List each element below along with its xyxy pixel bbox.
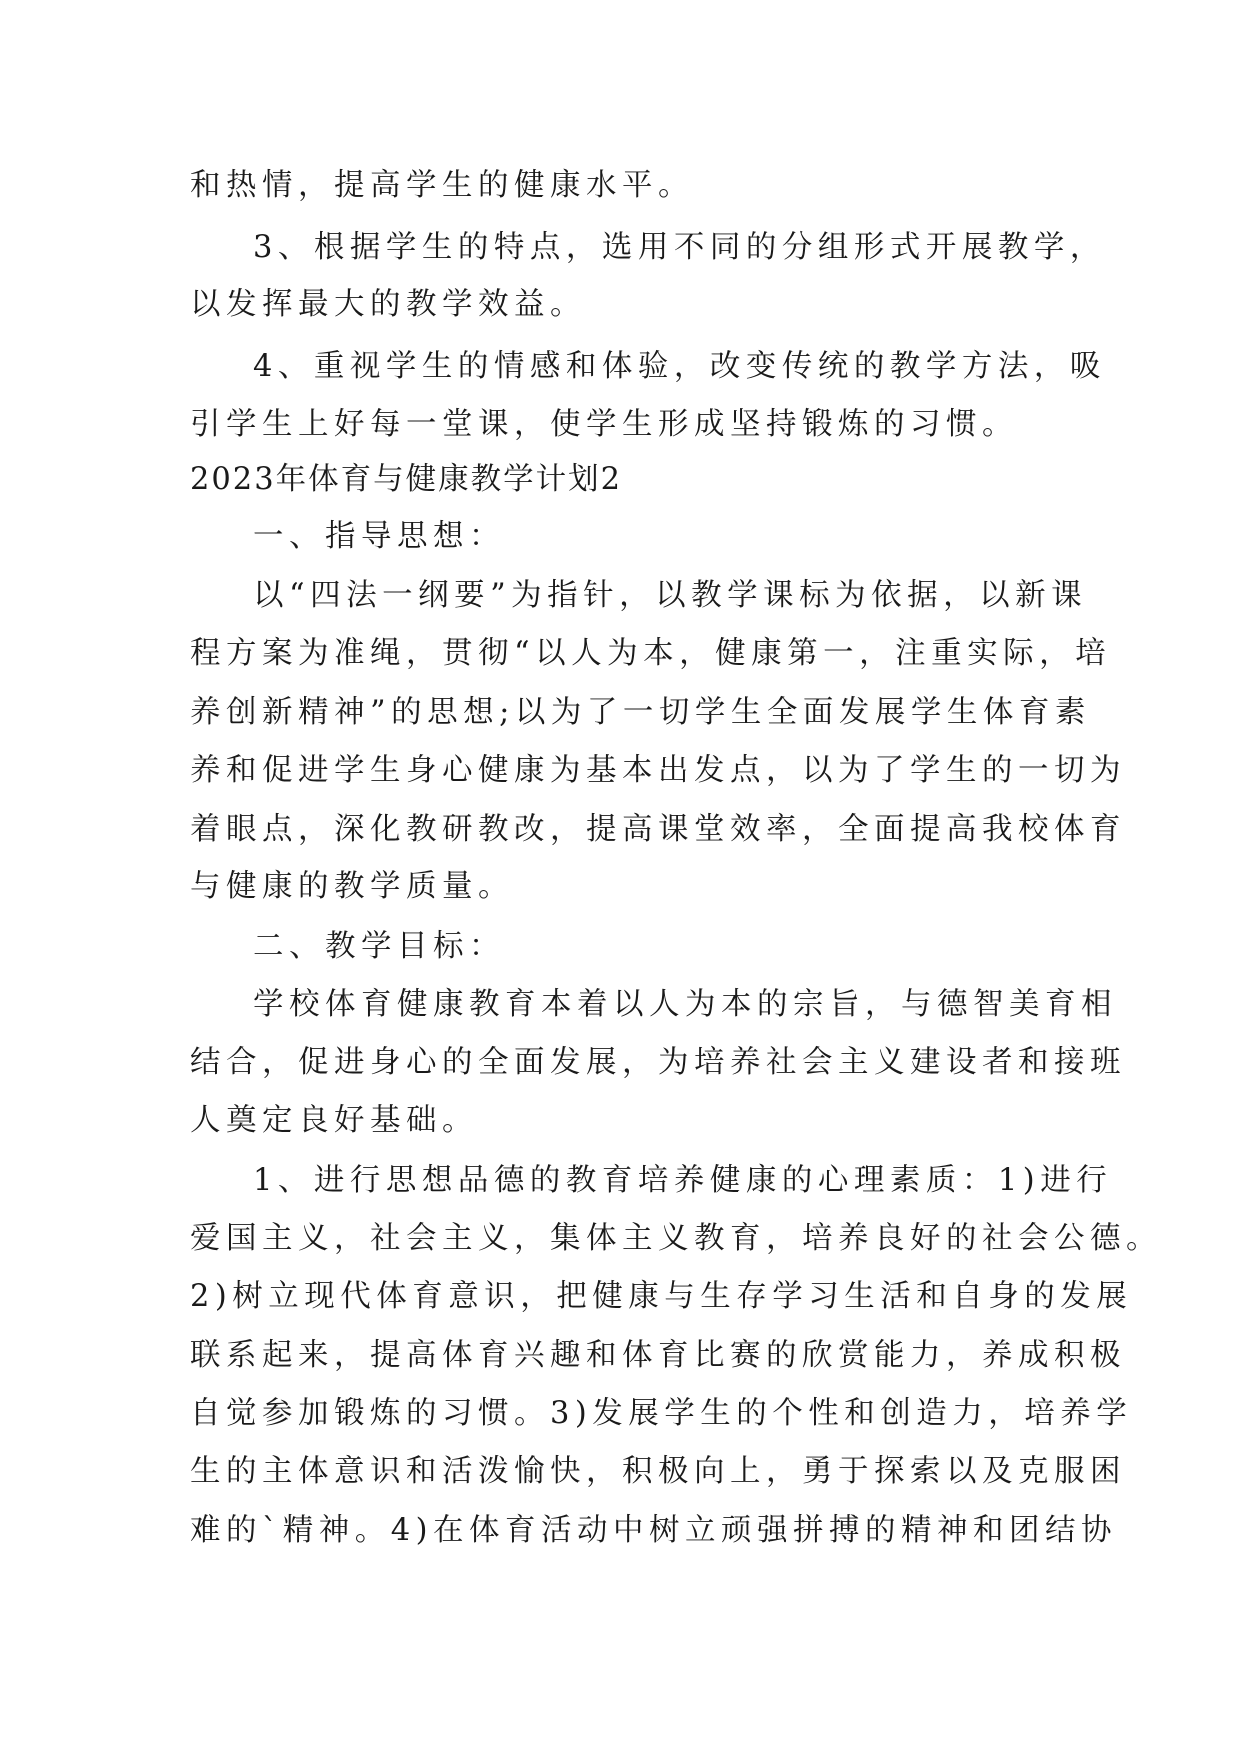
- text-line: 2)树立现代体育意识，把健康与生存学习生活和自身的发展: [190, 1279, 1133, 1314]
- text-line: 生的主体意识和活泼愉快，积极向上，勇于探索以及克服困: [190, 1454, 1126, 1489]
- text-line: 一、指导思想：: [253, 519, 505, 554]
- text-line: 以“四法一纲要”为指针，以教学课标为依据，以新课: [253, 578, 1088, 613]
- text-line: 养创新精神”的思想;以为了一切学生全面发展学生体育素: [190, 695, 1091, 730]
- text-line: 以发挥最大的教学效益。: [190, 287, 586, 322]
- text-line: 结合，促进身心的全面发展，为培养社会主义建设者和接班: [190, 1045, 1126, 1080]
- text-line: 自觉参加锻炼的习惯。3)发展学生的个性和创造力，培养学: [190, 1396, 1133, 1431]
- text-line: 着眼点，深化教研教改，提高课堂效率，全面提高我校体育: [190, 812, 1126, 847]
- text-line: 养和促进学生身心健康为基本出发点，以为了学生的一切为: [190, 753, 1126, 788]
- text-line: 1、进行思想品德的教育培养健康的心理素质：1)进行: [253, 1163, 1113, 1198]
- text-line: 爱国主义，社会主义，集体主义教育，培养良好的社会公德。: [190, 1221, 1162, 1256]
- text-line: 与健康的教学质量。: [190, 869, 514, 904]
- text-line: 二、教学目标：: [253, 929, 505, 964]
- text-line: 难的`精神。4)在体育活动中树立顽强拼搏的精神和团结协: [190, 1513, 1118, 1548]
- text-line: 3、根据学生的特点，选用不同的分组形式开展教学，: [253, 230, 1106, 265]
- text-line: 学校体育健康教育本着以人为本的宗旨，与德智美育相: [253, 987, 1117, 1022]
- text-line: 和热情，提高学生的健康水平。: [190, 168, 694, 203]
- text-line: 4、重视学生的情感和体验，改变传统的教学方法，吸: [253, 349, 1106, 384]
- text-line: 人奠定良好基础。: [190, 1103, 478, 1138]
- text-line: 引学生上好每一堂课，使学生形成坚持锻炼的习惯。: [190, 407, 1018, 442]
- text-line: 程方案为准绳，贯彻“以人为本，健康第一，注重实际，培: [190, 636, 1112, 671]
- section-heading: 2023年体育与健康教学计划2: [190, 462, 623, 497]
- text-line: 联系起来，提高体育兴趣和体育比赛的欣赏能力，养成积极: [190, 1338, 1126, 1373]
